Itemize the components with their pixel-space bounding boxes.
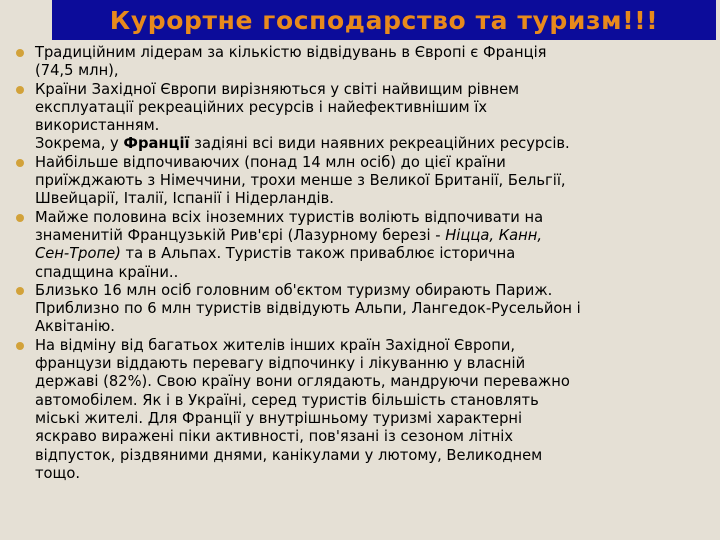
text-line: приїжджають з Німеччини, трохи менше з Великої Британії, Бельгії, — [35, 172, 566, 190]
bullet-dot-icon — [16, 159, 24, 167]
text-line: тощо. — [35, 464, 81, 482]
italic-text-saint-tropez: Сен-Тропе) — [35, 245, 121, 263]
bullet-dot-icon — [16, 214, 24, 222]
bullet-dot-icon — [16, 49, 24, 57]
text-line: державі (82%). Свою країну вони оглядають, мандруючи переважно — [35, 373, 570, 391]
bullet-item-domestic-tourism — [12, 337, 712, 483]
text-line: французи віддають перевагу відпочинку і лікуванню у власній — [35, 355, 526, 373]
bullet-item-western-europe — [12, 81, 712, 154]
text-line-mixed — [35, 135, 712, 153]
text-line: Приблизно по 6 млн туристів відвідують Альпи, Лангедок-Русельйон і — [35, 300, 581, 318]
text-line: Країни Західної Європи вирізняються у світі найвищим рівнем — [35, 80, 520, 98]
text-line: міські жителі. Для Франції у внутрішньому туризмі характерні — [35, 409, 523, 427]
text-line: автомобілем. Як і в Україні, серед туристів більшість становлять — [35, 391, 539, 409]
text-line: На відміну від багатьох жителів інших країн Західної Європи, — [35, 336, 516, 354]
text-line: Найбільше відпочиваючих (понад 14 млн осіб) до цієї країни — [35, 153, 506, 171]
text-line: відпусток, різдвяними днями, канікулами у лютому, Великоднем — [35, 446, 543, 464]
bullet-dot-icon — [16, 86, 24, 94]
bullet-dot-icon — [16, 342, 24, 350]
title-bar — [52, 0, 716, 40]
bullet-item-riviera — [12, 209, 712, 282]
text-line: Традиційним лідерам за кількістю відвідувань в Європі є Франція — [35, 44, 547, 61]
text-fragment: Зокрема, у — [35, 135, 119, 153]
text-fragment: задіяні всі види наявних рекреаційних ресурсів. — [189, 135, 570, 153]
text-line: експлуатації рекреаційних ресурсів і найефективнішим їх — [35, 98, 488, 116]
text-line: Близько 16 млн осіб головним об'єктом туризму обирають Париж. — [35, 281, 553, 299]
text-line: спадщина країни.. — [35, 263, 179, 281]
bold-text-france: Франції — [123, 135, 190, 153]
text-line: Майже половина всіх іноземних туристів воліють відпочивати на — [35, 208, 544, 226]
text-fragment: знаменитій Французькій Рив'єрі (Лазурному березі - — [35, 226, 446, 244]
italic-text-cities: Ніцца, Канн, — [445, 226, 543, 244]
text-line-mixed — [35, 245, 712, 263]
slide-title: Курортне господарство та туризм!!! — [109, 5, 659, 35]
bullet-item-france-leader — [12, 44, 712, 81]
bullet-item-paris — [12, 282, 712, 337]
text-line: Швейцарії, Італії, Іспанії і Нідерландів. — [35, 190, 334, 208]
slide-content — [12, 44, 712, 483]
text-line: (74,5 млн), — [35, 62, 119, 80]
text-fragment: та в Альпах. Туристів також приваблює історична — [120, 245, 516, 263]
text-line: Аквітанію. — [35, 318, 115, 336]
bullet-item-most-visitors — [12, 154, 712, 209]
bullet-list — [12, 44, 712, 483]
text-line: яскраво виражені піки активності, пов'язані із сезоном літніх — [35, 428, 514, 446]
bullet-dot-icon — [16, 287, 24, 295]
text-line: використанням. — [35, 117, 160, 135]
text-line-mixed — [35, 227, 712, 245]
